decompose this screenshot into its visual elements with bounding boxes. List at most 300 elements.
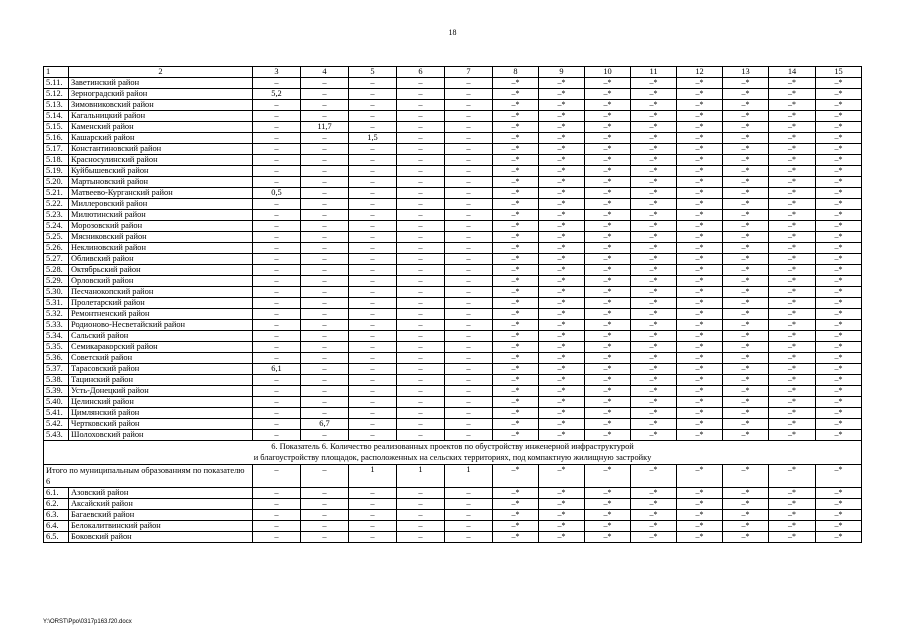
district-name: Боковский район	[69, 532, 253, 543]
value-cell: –	[397, 155, 445, 166]
value-cell: –	[397, 342, 445, 353]
starred-value-cell: –*	[723, 122, 769, 133]
starred-value-cell: –*	[769, 499, 816, 510]
starred-value-cell: –*	[539, 298, 585, 309]
col-header: 3	[253, 67, 301, 78]
district-name: Семикаракорский район	[69, 342, 253, 353]
value-cell: –	[253, 177, 301, 188]
starred-value-cell: –*	[816, 111, 862, 122]
starred-value-cell: –*	[723, 331, 769, 342]
starred-value-cell: –*	[677, 221, 723, 232]
value-cell: –	[253, 221, 301, 232]
starred-value-cell: –*	[769, 210, 816, 221]
table-row	[44, 89, 862, 100]
district-name: Целинский район	[69, 397, 253, 408]
value-cell: –	[253, 342, 301, 353]
starred-value-cell: –*	[539, 254, 585, 265]
value-cell: –	[301, 521, 349, 532]
value-cell: –	[445, 133, 493, 144]
col-header: 1	[44, 67, 69, 78]
value-cell: –	[445, 419, 493, 430]
starred-value-cell: –*	[631, 166, 677, 177]
value-cell: –	[445, 232, 493, 243]
table-row	[44, 342, 862, 353]
district-name: Азовский район	[69, 488, 253, 499]
starred-value-cell: –*	[585, 177, 631, 188]
starred-value-cell: –*	[539, 78, 585, 89]
value-cell: –	[349, 331, 397, 342]
starred-value-cell: –*	[769, 100, 816, 111]
starred-value-cell: –*	[816, 254, 862, 265]
starred-value-cell: –*	[631, 177, 677, 188]
table-row	[44, 276, 862, 287]
value-cell: –	[397, 353, 445, 364]
table-row	[44, 510, 862, 521]
district-name: Усть-Донецкий район	[69, 386, 253, 397]
starred-value-cell: –*	[585, 287, 631, 298]
starred-value-cell: –*	[723, 155, 769, 166]
starred-value-cell: –*	[631, 188, 677, 199]
col-header: 15	[816, 67, 862, 78]
value-cell: –	[397, 232, 445, 243]
table-row	[44, 386, 862, 397]
starred-value-cell: –*	[539, 144, 585, 155]
district-name: Советский район	[69, 353, 253, 364]
starred-value-cell: –*	[585, 386, 631, 397]
value-cell: –	[445, 243, 493, 254]
table-row	[44, 353, 862, 364]
starred-value-cell: –*	[585, 78, 631, 89]
starred-value-cell: –*	[539, 276, 585, 287]
starred-value-cell: –*	[816, 199, 862, 210]
starred-value-cell: –*	[723, 276, 769, 287]
row-number: 5.36.	[44, 353, 69, 364]
starred-value-cell: –*	[769, 408, 816, 419]
table-row	[44, 177, 862, 188]
value-cell: –	[445, 488, 493, 499]
starred-value-cell: –*	[539, 265, 585, 276]
starred-value-cell: –*	[585, 166, 631, 177]
value-cell: –	[445, 430, 493, 441]
starred-value-cell: –*	[769, 430, 816, 441]
starred-value-cell: –*	[677, 397, 723, 408]
starred-value-cell: –*	[723, 342, 769, 353]
starred-value-cell: –*	[493, 232, 539, 243]
starred-value-cell: –*	[816, 320, 862, 331]
starred-value-cell: –*	[631, 199, 677, 210]
value-cell: –	[301, 331, 349, 342]
col-header: 5	[349, 67, 397, 78]
value-cell: –	[349, 353, 397, 364]
starred-value-cell: –*	[631, 331, 677, 342]
starred-value-cell: –*	[769, 111, 816, 122]
value-cell: –	[349, 408, 397, 419]
value-cell: –	[397, 521, 445, 532]
starred-value-cell: –*	[585, 309, 631, 320]
value-cell: –	[445, 111, 493, 122]
starred-value-cell: –*	[723, 397, 769, 408]
starred-value-cell: –*	[493, 298, 539, 309]
starred-value-cell: –*	[816, 155, 862, 166]
district-name: Чертковский район	[69, 419, 253, 430]
table-row	[44, 232, 862, 243]
starred-value-cell: –*	[539, 510, 585, 521]
starred-value-cell: –*	[631, 100, 677, 111]
starred-value-cell: –*	[585, 265, 631, 276]
starred-value-cell: –*	[493, 488, 539, 499]
starred-value-cell: –*	[493, 375, 539, 386]
row-number: 5.33.	[44, 320, 69, 331]
starred-value-cell: –*	[493, 133, 539, 144]
starred-value-cell: –*	[493, 353, 539, 364]
starred-value-cell: –*	[769, 320, 816, 331]
starred-value-cell: –*	[585, 532, 631, 543]
row-number: 5.23.	[44, 210, 69, 221]
value-cell: –	[253, 210, 301, 221]
value-cell: –	[397, 265, 445, 276]
header-row	[44, 67, 862, 78]
starred-value-cell: –*	[769, 89, 816, 100]
starred-value-cell: –*	[816, 419, 862, 430]
starred-value-cell: –*	[631, 111, 677, 122]
starred-value-cell: –*	[723, 465, 769, 488]
starred-value-cell: –*	[769, 488, 816, 499]
row-number: 6.5.	[44, 532, 69, 543]
starred-value-cell: –*	[769, 532, 816, 543]
starred-value-cell: –*	[493, 419, 539, 430]
starred-value-cell: –*	[769, 375, 816, 386]
table-row	[44, 298, 862, 309]
starred-value-cell: –*	[493, 78, 539, 89]
starred-value-cell: –*	[723, 78, 769, 89]
row-number: 5.16.	[44, 133, 69, 144]
starred-value-cell: –*	[585, 254, 631, 265]
value-cell: –	[349, 364, 397, 375]
value-cell: –	[445, 309, 493, 320]
starred-value-cell: –*	[769, 510, 816, 521]
starred-value-cell: –*	[493, 331, 539, 342]
starred-value-cell: –*	[585, 221, 631, 232]
value-cell: –	[397, 188, 445, 199]
value-cell: –	[397, 419, 445, 430]
starred-value-cell: –*	[677, 298, 723, 309]
value-cell: –	[301, 210, 349, 221]
starred-value-cell: –*	[539, 232, 585, 243]
starred-value-cell: –*	[493, 144, 539, 155]
starred-value-cell: –*	[677, 430, 723, 441]
value-cell: –	[397, 408, 445, 419]
district-name: Цимлянский район	[69, 408, 253, 419]
value-cell: –	[397, 386, 445, 397]
starred-value-cell: –*	[769, 342, 816, 353]
value-cell: –	[349, 188, 397, 199]
starred-value-cell: –*	[631, 210, 677, 221]
starred-value-cell: –*	[723, 488, 769, 499]
starred-value-cell: –*	[816, 89, 862, 100]
value-cell: 1,5	[349, 133, 397, 144]
value-cell: –	[253, 276, 301, 287]
table-row	[44, 419, 862, 430]
col-header: 11	[631, 67, 677, 78]
value-cell: –	[349, 221, 397, 232]
starred-value-cell: –*	[493, 100, 539, 111]
starred-value-cell: –*	[769, 166, 816, 177]
value-cell: –	[349, 122, 397, 133]
row-number: 5.20.	[44, 177, 69, 188]
starred-value-cell: –*	[631, 89, 677, 100]
starred-value-cell: –*	[493, 287, 539, 298]
table-row	[44, 265, 862, 276]
section-6-heading-line2: и благоустройству площадок, расположенных на сельских территориях, под компактную жилищную застройку	[253, 452, 652, 462]
starred-value-cell: –*	[585, 155, 631, 166]
starred-value-cell: –*	[723, 243, 769, 254]
value-cell: –	[253, 243, 301, 254]
value-cell: –	[397, 254, 445, 265]
starred-value-cell: –*	[493, 210, 539, 221]
value-cell: –	[253, 353, 301, 364]
starred-value-cell: –*	[585, 320, 631, 331]
value-cell: –	[253, 232, 301, 243]
starred-value-cell: –*	[816, 100, 862, 111]
starred-value-cell: –*	[816, 78, 862, 89]
district-name: Неклиновский район	[69, 243, 253, 254]
col-header: 9	[539, 67, 585, 78]
row-number: 5.21.	[44, 188, 69, 199]
district-name: Зерноградский район	[69, 89, 253, 100]
starred-value-cell: –*	[493, 199, 539, 210]
value-cell: –	[349, 276, 397, 287]
row-number: 6.2.	[44, 499, 69, 510]
value-cell: –	[349, 287, 397, 298]
starred-value-cell: –*	[816, 430, 862, 441]
value-cell: –	[253, 532, 301, 543]
value-cell: –	[301, 499, 349, 510]
starred-value-cell: –*	[677, 488, 723, 499]
starred-value-cell: –*	[723, 188, 769, 199]
value-cell: –	[397, 166, 445, 177]
starred-value-cell: –*	[723, 320, 769, 331]
value-cell: –	[397, 199, 445, 210]
starred-value-cell: –*	[539, 122, 585, 133]
table-row	[44, 133, 862, 144]
starred-value-cell: –*	[493, 265, 539, 276]
starred-value-cell: –*	[493, 122, 539, 133]
value-cell: –	[445, 177, 493, 188]
starred-value-cell: –*	[631, 408, 677, 419]
value-cell: –	[445, 364, 493, 375]
starred-value-cell: –*	[493, 276, 539, 287]
starred-value-cell: –*	[677, 510, 723, 521]
starred-value-cell: –*	[816, 510, 862, 521]
starred-value-cell: –*	[677, 243, 723, 254]
starred-value-cell: –*	[769, 298, 816, 309]
row-number: 5.11.	[44, 78, 69, 89]
starred-value-cell: –*	[493, 499, 539, 510]
starred-value-cell: –*	[539, 111, 585, 122]
table-row	[44, 521, 862, 532]
table-row	[44, 254, 862, 265]
starred-value-cell: –*	[585, 89, 631, 100]
district-name: Обливский район	[69, 254, 253, 265]
starred-value-cell: –*	[677, 199, 723, 210]
value-cell: –	[253, 408, 301, 419]
starred-value-cell: –*	[769, 122, 816, 133]
value-cell: –	[253, 521, 301, 532]
district-name: Матвеево-Курганский район	[69, 188, 253, 199]
value-cell: –	[253, 488, 301, 499]
starred-value-cell: –*	[585, 499, 631, 510]
value-cell: –	[349, 521, 397, 532]
total-value-cell: –	[253, 465, 301, 488]
starred-value-cell: –*	[539, 89, 585, 100]
value-cell: –	[301, 177, 349, 188]
starred-value-cell: –*	[723, 100, 769, 111]
starred-value-cell: –*	[723, 309, 769, 320]
value-cell: –	[445, 188, 493, 199]
starred-value-cell: –*	[539, 243, 585, 254]
value-cell: –	[445, 144, 493, 155]
district-name: Аксайский район	[69, 499, 253, 510]
starred-value-cell: –*	[677, 210, 723, 221]
value-cell: –	[445, 320, 493, 331]
starred-value-cell: –*	[585, 331, 631, 342]
total-value-cell: –	[301, 465, 349, 488]
value-cell: –	[301, 375, 349, 386]
row-number: 5.39.	[44, 386, 69, 397]
starred-value-cell: –*	[677, 521, 723, 532]
starred-value-cell: –*	[493, 243, 539, 254]
value-cell: –	[397, 89, 445, 100]
starred-value-cell: –*	[816, 122, 862, 133]
starred-value-cell: –*	[723, 386, 769, 397]
starred-value-cell: –*	[677, 386, 723, 397]
starred-value-cell: –*	[539, 465, 585, 488]
value-cell: –	[349, 375, 397, 386]
value-cell: –	[349, 320, 397, 331]
table-row	[44, 199, 862, 210]
table-row	[44, 532, 862, 543]
value-cell: –	[445, 254, 493, 265]
value-cell: –	[349, 100, 397, 111]
value-cell: –	[445, 397, 493, 408]
starred-value-cell: –*	[816, 298, 862, 309]
value-cell: –	[301, 199, 349, 210]
district-name: Заветинский район	[69, 78, 253, 89]
value-cell: –	[301, 532, 349, 543]
starred-value-cell: –*	[677, 287, 723, 298]
row-number: 5.34.	[44, 331, 69, 342]
starred-value-cell: –*	[769, 144, 816, 155]
starred-value-cell: –*	[769, 232, 816, 243]
col-header: 4	[301, 67, 349, 78]
table-row	[44, 364, 862, 375]
total-value-cell: 1	[397, 465, 445, 488]
starred-value-cell: –*	[677, 465, 723, 488]
starred-value-cell: –*	[723, 254, 769, 265]
district-name: Тарасовский район	[69, 364, 253, 375]
value-cell: –	[397, 111, 445, 122]
row-number: 5.41.	[44, 408, 69, 419]
starred-value-cell: –*	[585, 210, 631, 221]
starred-value-cell: –*	[631, 488, 677, 499]
starred-value-cell: –*	[493, 521, 539, 532]
row-number: 5.17.	[44, 144, 69, 155]
starred-value-cell: –*	[585, 144, 631, 155]
starred-value-cell: –*	[723, 89, 769, 100]
starred-value-cell: –*	[723, 532, 769, 543]
value-cell: –	[349, 210, 397, 221]
value-cell: –	[253, 265, 301, 276]
col-header: 2	[69, 67, 253, 78]
starred-value-cell: –*	[677, 89, 723, 100]
starred-value-cell: –*	[493, 155, 539, 166]
value-cell: –	[253, 320, 301, 331]
starred-value-cell: –*	[539, 287, 585, 298]
row-number: 5.14.	[44, 111, 69, 122]
starred-value-cell: –*	[631, 465, 677, 488]
value-cell: –	[445, 78, 493, 89]
table-row	[44, 287, 862, 298]
value-cell: –	[301, 408, 349, 419]
col-header: 12	[677, 67, 723, 78]
value-cell: –	[397, 177, 445, 188]
district-name: Шолоховский район	[69, 430, 253, 441]
value-cell: –	[349, 111, 397, 122]
value-cell: –	[349, 419, 397, 430]
starred-value-cell: –*	[539, 320, 585, 331]
value-cell: –	[445, 210, 493, 221]
table-row	[44, 111, 862, 122]
value-cell: –	[301, 342, 349, 353]
value-cell: –	[445, 276, 493, 287]
starred-value-cell: –*	[539, 430, 585, 441]
starred-value-cell: –*	[677, 320, 723, 331]
value-cell: –	[349, 510, 397, 521]
value-cell: –	[397, 510, 445, 521]
starred-value-cell: –*	[631, 155, 677, 166]
district-name: Миллеровский район	[69, 199, 253, 210]
starred-value-cell: –*	[723, 210, 769, 221]
starred-value-cell: –*	[816, 499, 862, 510]
starred-value-cell: –*	[585, 488, 631, 499]
value-cell: –	[397, 532, 445, 543]
starred-value-cell: –*	[631, 320, 677, 331]
value-cell: –	[397, 488, 445, 499]
row-number: 5.37.	[44, 364, 69, 375]
value-cell: –	[349, 254, 397, 265]
value-cell: –	[253, 386, 301, 397]
value-cell: –	[253, 100, 301, 111]
value-cell: –	[301, 89, 349, 100]
value-cell: –	[253, 78, 301, 89]
row-number: 5.22.	[44, 199, 69, 210]
starred-value-cell: –*	[677, 342, 723, 353]
starred-value-cell: –*	[677, 408, 723, 419]
value-cell: 0,5	[253, 188, 301, 199]
district-name: Куйбышевский район	[69, 166, 253, 177]
district-name: Зимовниковский район	[69, 100, 253, 111]
starred-value-cell: –*	[677, 232, 723, 243]
district-name: Ремонтненский район	[69, 309, 253, 320]
starred-value-cell: –*	[539, 133, 585, 144]
starred-value-cell: –*	[816, 342, 862, 353]
starred-value-cell: –*	[677, 122, 723, 133]
value-cell: –	[445, 199, 493, 210]
row-number: 6.4.	[44, 521, 69, 532]
starred-value-cell: –*	[677, 364, 723, 375]
starred-value-cell: –*	[723, 199, 769, 210]
starred-value-cell: –*	[539, 155, 585, 166]
